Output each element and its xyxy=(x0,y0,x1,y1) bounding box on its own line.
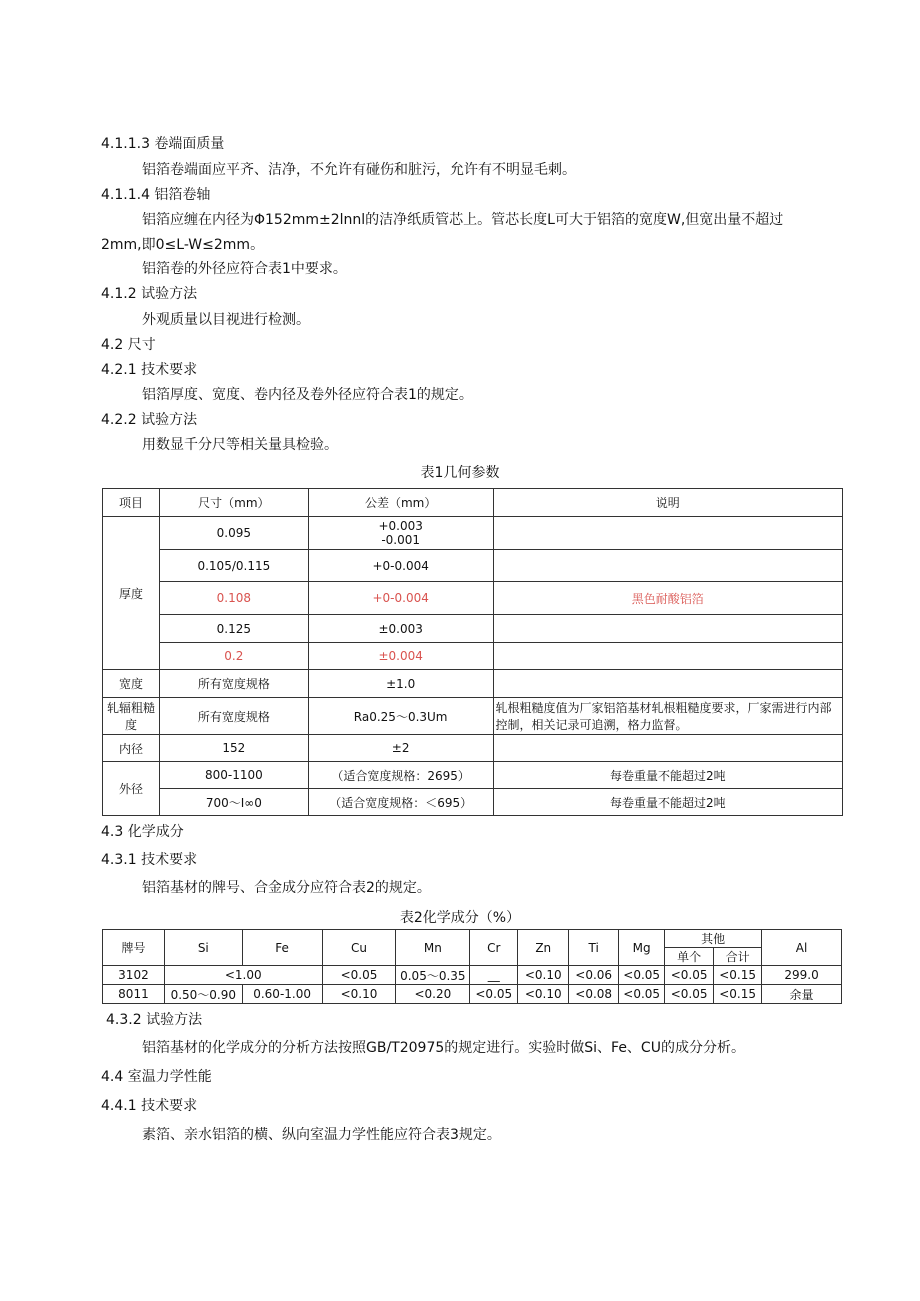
t1-cell xyxy=(493,643,842,670)
t1-cell: Ra0.25～0.3Um xyxy=(308,698,493,735)
section-422-title: 4.2.2 试验方法 xyxy=(101,412,198,428)
t1-cell: 所有宽度规格 xyxy=(159,670,308,698)
t1-header-note: 说明 xyxy=(493,489,842,517)
t2-cell: 0.05～0.35 xyxy=(396,966,470,985)
section-421-text: 铝箔厚度、宽度、卷内径及卷外径应符合表1的规定。 xyxy=(142,387,473,403)
section-422-text: 用数显千分尺等相关量具检验。 xyxy=(142,437,338,453)
table1-caption: 表1几何参数 xyxy=(420,465,500,481)
section-412-title: 4.1.2 试验方法 xyxy=(101,286,198,302)
t2-cell: <0.10 xyxy=(518,985,569,1004)
t2-cell: <0.08 xyxy=(569,985,619,1004)
t2-cell: 3102 xyxy=(103,966,165,985)
section-4114-text3: 铝箔卷的外径应符合表1中要求。 xyxy=(142,261,347,277)
t1-cell: 800-1100 xyxy=(159,762,308,789)
t2-cell: <0.05 xyxy=(665,966,714,985)
t2-header-al: Al xyxy=(762,930,842,966)
t1-cell xyxy=(493,550,842,582)
t1-cell: ±2 xyxy=(308,735,493,762)
t2-header-cr: Cr xyxy=(470,930,518,966)
t1-cell xyxy=(493,735,842,762)
section-42-title: 4.2 尺寸 xyxy=(101,337,156,353)
t2-cell: <0.10 xyxy=(322,985,396,1004)
t2-header-cu: Cu xyxy=(322,930,396,966)
t2-cell: <0.05 xyxy=(665,985,714,1004)
t2-cell: 0.60-1.00 xyxy=(242,985,322,1004)
t1-cell: ±1.0 xyxy=(308,670,493,698)
section-432-text: 铝箔基材的化学成分的分析方法按照GB/T20975的规定进行。实验时做Si、Fe、CU的成分分析。 xyxy=(142,1040,745,1056)
section-441-title: 4.4.1 技术要求 xyxy=(101,1098,198,1114)
t1-cell: 黑色耐酸铝箔 xyxy=(493,582,842,615)
t1-cell: +0-0.004 xyxy=(308,582,493,615)
t1-cell: 700～I∞0 xyxy=(159,789,308,816)
t1-tol-b: -0.001 xyxy=(381,533,420,547)
t1-tol-a: +0.003 xyxy=(378,519,423,533)
t1-header-size: 尺寸（mm） xyxy=(159,489,308,517)
t2-cell: 299.0 xyxy=(762,966,842,985)
section-4113-text: 铝箔卷端面应平齐、洁净，不允许有碰伤和脏污，允许有不明显毛刺。 xyxy=(142,162,576,178)
t1-cell: ±0.003 xyxy=(308,615,493,643)
section-4113-title: 4.1.1.3 卷端面质量 xyxy=(101,136,225,152)
section-4114-title: 4.1.1.4 铝箔卷轴 xyxy=(101,187,211,203)
t2-header-total: 合计 xyxy=(714,948,762,966)
t2-cell: <0.06 xyxy=(569,966,619,985)
t2-cell: <1.00 xyxy=(164,966,322,985)
t2-cell: <0.05 xyxy=(470,985,518,1004)
t1-cell: 152 xyxy=(159,735,308,762)
t1-cell: 0.125 xyxy=(159,615,308,643)
t2-cell: <0.15 xyxy=(714,985,762,1004)
t1-cell xyxy=(493,615,842,643)
t1-outer-label: 外径 xyxy=(103,762,160,816)
t1-cell: 0.2 xyxy=(159,643,308,670)
section-44-title: 4.4 室温力学性能 xyxy=(101,1069,212,1085)
t2-header-grade: 牌号 xyxy=(103,930,165,966)
t2-cell: 0.50～0.90 xyxy=(164,985,242,1004)
t1-cell xyxy=(308,517,493,550)
t2-header-si: Si xyxy=(164,930,242,966)
section-4114-text1: 铝箔应缠在内径为Φ152mm±2lnnl的洁净纸质管芯上。管芯长度L可大于铝箔的宽度W,但宽出量不超过 xyxy=(142,212,784,228)
t2-header-ti: Ti xyxy=(569,930,619,966)
section-432-title: 4.3.2 试验方法 xyxy=(106,1012,203,1028)
t1-header-tol: 公差（mm） xyxy=(308,489,493,517)
t1-cell: ±0.004 xyxy=(308,643,493,670)
section-4114-text2: 2mm,即0≤L-W≤2mm。 xyxy=(101,237,265,253)
t1-rough-note: 轧根粗糙度值为厂家铝箔基材轧根粗糙度要求，厂家需进行内部控制，相关记录可追溯，格力监督。 xyxy=(493,698,842,735)
t2-header-fe: Fe xyxy=(242,930,322,966)
t2-cell: 余量 xyxy=(762,985,842,1004)
t1-cell: 每卷重量不能超过2吨 xyxy=(493,762,842,789)
t1-cell xyxy=(493,670,842,698)
t1-cell: 0.095 xyxy=(159,517,308,550)
t2-header-mn: Mn xyxy=(396,930,470,966)
t2-cell: <0.05 xyxy=(322,966,396,985)
t2-cell: <0.05 xyxy=(619,966,665,985)
section-431-title: 4.3.1 技术要求 xyxy=(101,852,198,868)
t2-header-other: 其他 xyxy=(665,930,762,948)
t2-header-zn: Zn xyxy=(518,930,569,966)
t1-thickness-label: 厚度 xyxy=(103,517,160,670)
section-441-text: 素箔、亲水铝箔的横、纵向室温力学性能应符合表3规定。 xyxy=(142,1127,501,1143)
t1-cell: （适合宽度规格：＜695） xyxy=(308,789,493,816)
table2 xyxy=(102,929,842,1004)
t1-cell: 0.108 xyxy=(159,582,308,615)
t1-cell xyxy=(493,517,842,550)
t1-inner-label: 内径 xyxy=(103,735,160,762)
t1-cell: （适合宽度规格：2695） xyxy=(308,762,493,789)
section-43-title: 4.3 化学成分 xyxy=(101,824,184,840)
t2-cell: __ xyxy=(470,966,518,985)
section-421-title: 4.2.1 技术要求 xyxy=(101,362,198,378)
t2-cell: <0.10 xyxy=(518,966,569,985)
t1-cell: 每卷重量不能超过2吨 xyxy=(493,789,842,816)
t1-cell: 所有宽度规格 xyxy=(159,698,308,735)
t2-cell: 8011 xyxy=(103,985,165,1004)
t2-header-single: 单个 xyxy=(665,948,714,966)
table1 xyxy=(102,488,843,816)
t1-header-item: 项目 xyxy=(103,489,160,517)
t2-header-mg: Mg xyxy=(619,930,665,966)
t1-cell: +0-0.004 xyxy=(308,550,493,582)
t2-cell: <0.20 xyxy=(396,985,470,1004)
t1-width-label: 宽度 xyxy=(103,670,160,698)
t1-rough-label: 轧辐粗糙度 xyxy=(103,698,160,735)
t1-cell: 0.105/0.115 xyxy=(159,550,308,582)
t2-cell: <0.05 xyxy=(619,985,665,1004)
section-431-text: 铝箔基材的牌号、合金成分应符合表2的规定。 xyxy=(142,880,431,896)
section-412-text: 外观质量以目视进行检测。 xyxy=(142,312,310,328)
t2-cell: <0.15 xyxy=(714,966,762,985)
table2-caption: 表2化学成分（%） xyxy=(399,910,521,926)
